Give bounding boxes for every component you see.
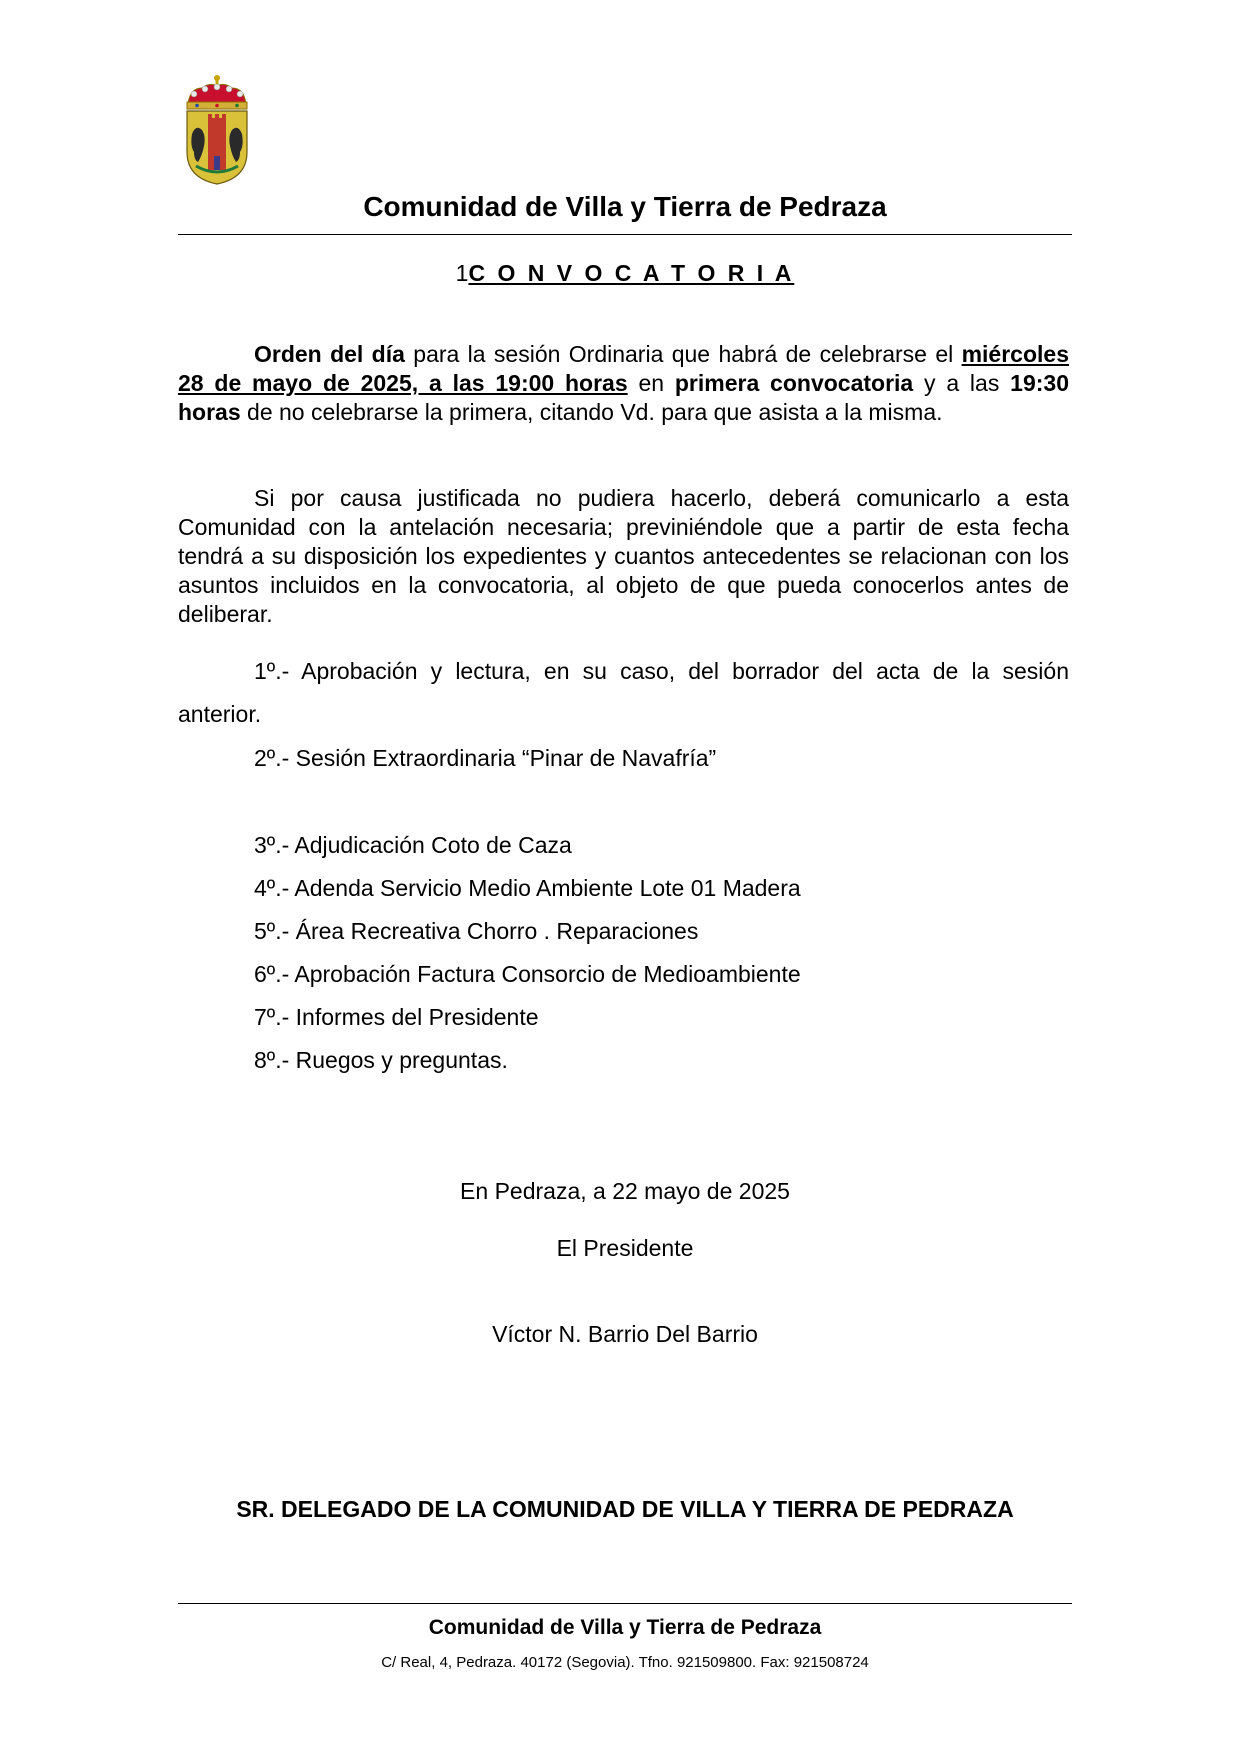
footer-address: C/ Real, 4, Pedraza. 40172 (Segovia). Tfno. 921509800. Fax: 921508724 — [381, 1654, 869, 1671]
footer-title: Comunidad de Villa y Tierra de Pedraza — [428, 1616, 822, 1639]
intro-text-3: y a las — [913, 370, 1011, 396]
agenda-item-3: 3º.- Adjudicación Coto de Caza — [254, 832, 572, 858]
primera-convocatoria: primera convocatoria — [674, 370, 914, 396]
agenda-item-7: 7º.- Informes del Presidente — [254, 1004, 539, 1030]
agenda-item-1: 1º.- Aprobación y lectura, en su caso, del borrador del acta de la sesión anterior. — [178, 658, 1069, 727]
agenda-item-2: 2º.- Sesión Extraordinaria “Pinar de Navafría” — [254, 745, 717, 771]
agenda-item-4: 4º.- Adenda Servicio Medio Ambiente Lote 01 Madera — [254, 875, 801, 901]
heading-prefix: 1 — [455, 260, 469, 286]
heading-convocatoria: C O N V O C A T O R I A — [468, 260, 795, 286]
footer-divider — [178, 1603, 1072, 1604]
header-title: Comunidad de Villa y Tierra de Pedraza — [363, 191, 887, 222]
place-and-date: En Pedraza, a 22 mayo de 2025 — [460, 1178, 790, 1204]
agenda-item-6: 6º.- Aprobación Factura Consorcio de Medioambiente — [254, 961, 801, 987]
second-call-time: 19:30 horas — [178, 370, 1069, 425]
crown-icon — [187, 75, 247, 109]
coat-of-arms-icon — [182, 74, 252, 186]
shield-icon — [187, 111, 247, 184]
agenda-item-8: 8º.- Ruegos y preguntas. — [254, 1047, 508, 1073]
intro-paragraph — [178, 340, 1069, 427]
signer-name: Víctor N. Barrio Del Barrio — [492, 1321, 758, 1347]
header-divider — [178, 234, 1072, 235]
signer-role: El Presidente — [556, 1235, 694, 1261]
agenda-item-5: 5º.- Área Recreativa Chorro . Reparaciones — [254, 918, 699, 944]
intro-text-1: para la sesión Ordinaria que habrá de celebrarse el — [404, 341, 962, 367]
notice-paragraph: Si por causa justificada no pudiera hacerlo, deberá comunicarlo a esta Comunidad con la antelación necesaria; previniéndole que a partir de esta fecha tendrá a su disposición los expedientes y cuantos antecedentes se relacionan con los asuntos incluidos en la convocatoria, al objeto de que pueda conocerlos antes de deliberar. — [178, 485, 1069, 627]
orden-del-dia-label: Orden del día — [254, 341, 405, 367]
intro-text-4: de no celebrarse la primera, citando Vd. para que asista a la misma. — [240, 399, 943, 425]
document-heading — [178, 258, 1072, 288]
session-date: miércoles 28 de mayo de 2025, a las 19:00 horas — [178, 341, 1069, 396]
addressee: SR. DELEGADO DE LA COMUNIDAD DE VILLA Y TIERRA DE PEDRAZA — [236, 1496, 1014, 1522]
intro-text-2: en — [627, 370, 675, 396]
